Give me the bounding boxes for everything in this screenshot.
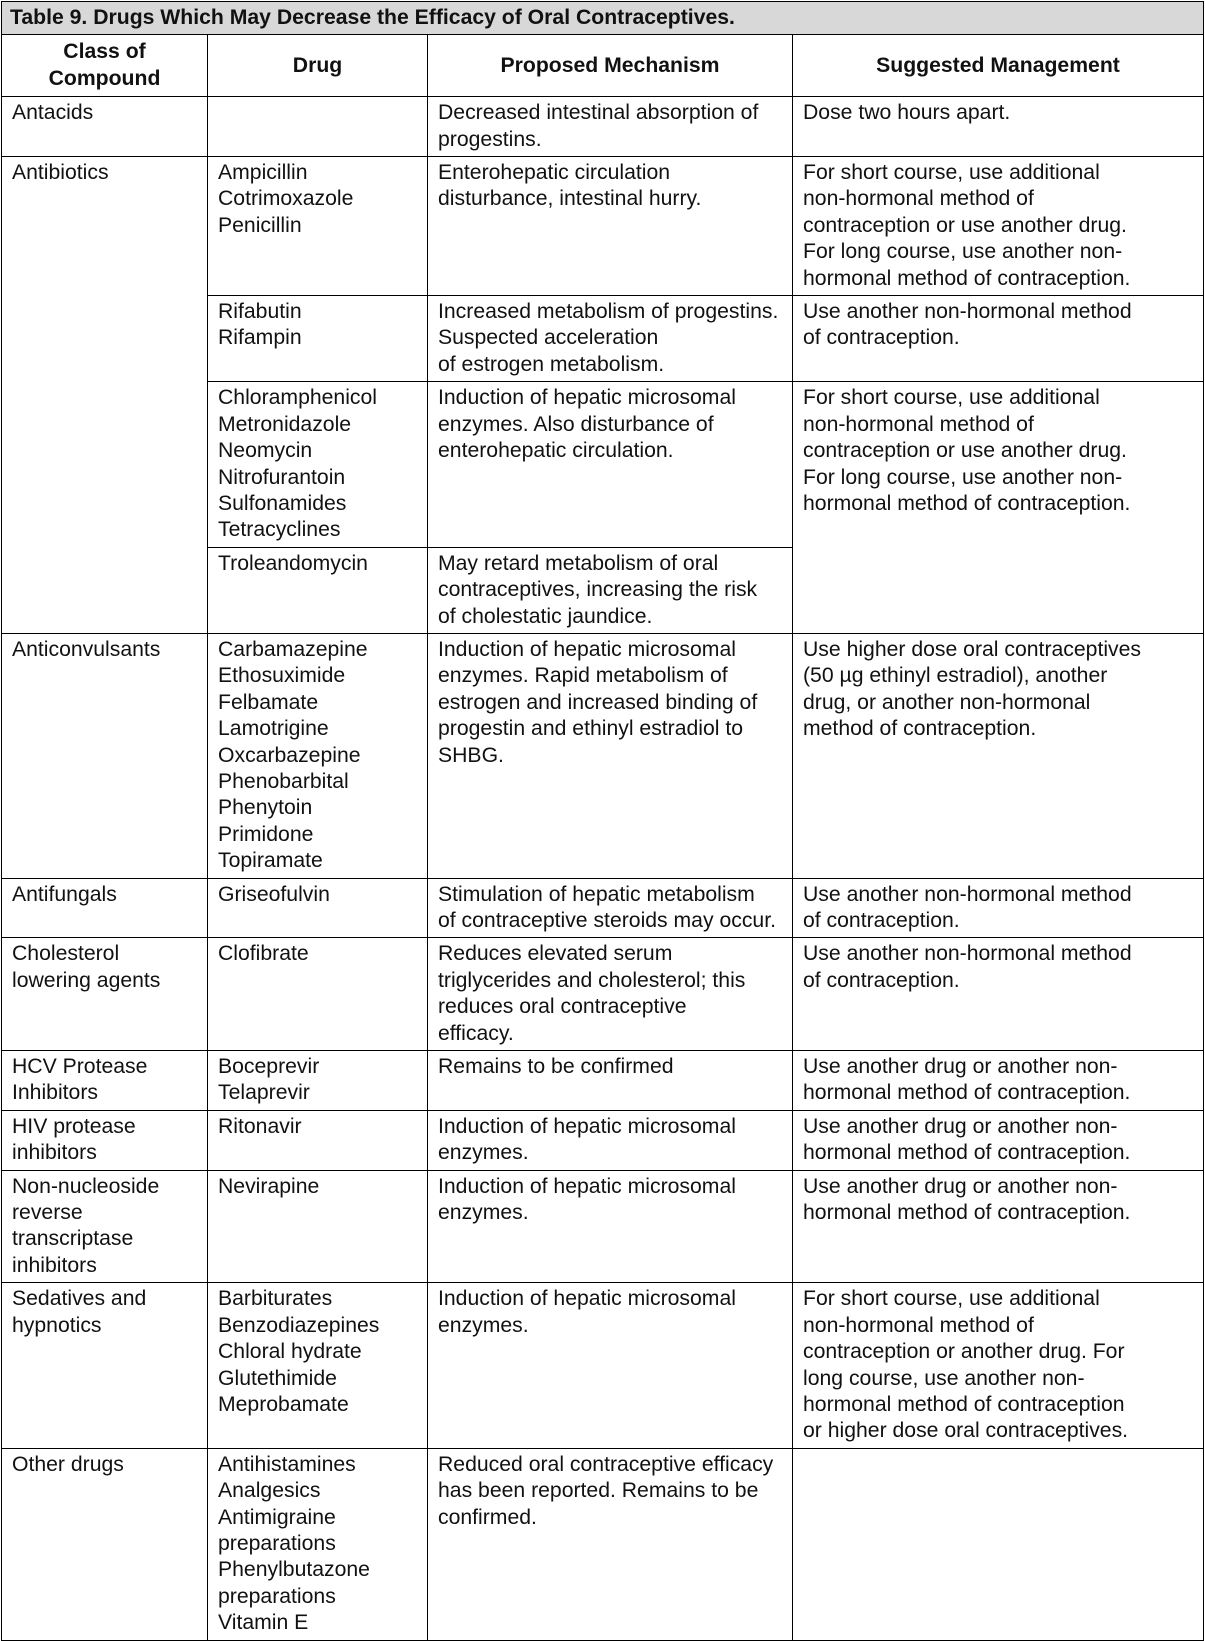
drug-interaction-table [1, 1, 1204, 1641]
drug-cell: Carbamazepine Ethosuximide Felbamate Lamotrigine Oxcarbazepine Phenobarbital Phenytoin Primidone Topiramate [208, 633, 428, 878]
drug-cell: Clofibrate [208, 938, 428, 1051]
class-cell: Other drugs [2, 1448, 208, 1640]
mechanism-cell: Stimulation of hepatic metabolism of contraceptive steroids may occur. [428, 878, 793, 938]
class-cell: Sedatives and hypnotics [2, 1283, 208, 1448]
mechanism-cell: Decreased intestinal absorption of progestins. [428, 97, 793, 157]
class-cell: HCV Protease Inhibitors [2, 1051, 208, 1111]
table-caption: Table 9. Drugs Which May Decrease the Efficacy of Oral Contraceptives. [2, 2, 1204, 35]
class-cell: Cholesterol lowering agents [2, 938, 208, 1051]
class-cell: Non-nucleoside reverse transcriptase inhibitors [2, 1170, 208, 1283]
mechanism-cell: Induction of hepatic microsomal enzymes. [428, 1170, 793, 1283]
mechanism-cell: Remains to be confirmed [428, 1051, 793, 1111]
management-cell: For short course, use additional non-hormonal method of contraception or use another drug. For long course, use another non- hormonal method of contraception. [793, 382, 1204, 634]
class-cell: HIV protease inhibitors [2, 1110, 208, 1170]
drug-cell: Antihistamines Analgesics Antimigraine preparations Phenylbutazone preparations Vitamin E [208, 1448, 428, 1640]
management-cell: Use another non-hormonal method of contraception. [793, 938, 1204, 1051]
drug-cell: Nevirapine [208, 1170, 428, 1283]
class-cell: Antibiotics [2, 157, 208, 634]
management-cell: Use higher dose oral contraceptives (50 µg ethinyl estradiol), another drug, or another non-hormonal method of contraception. [793, 633, 1204, 878]
table-row [2, 1283, 1204, 1448]
table-row [2, 1051, 1204, 1111]
management-cell: Use another drug or another non- hormonal method of contraception. [793, 1110, 1204, 1170]
table-row [2, 878, 1204, 938]
class-cell: Anticonvulsants [2, 633, 208, 878]
management-cell: For short course, use additional non-hormonal method of contraception or use another drug. For long course, use another non- hormonal method of contraception. [793, 157, 1204, 296]
header-row [2, 35, 1204, 97]
table-row [2, 1110, 1204, 1170]
management-cell: Use another drug or another non- hormonal method of contraception. [793, 1170, 1204, 1283]
drug-cell: Barbiturates Benzodiazepines Chloral hydrate Glutethimide Meprobamate [208, 1283, 428, 1448]
management-cell: Use another non-hormonal method of contraception. [793, 296, 1204, 382]
mechanism-cell: May retard metabolism of oral contraceptives, increasing the risk of cholestatic jaundice. [428, 547, 793, 633]
drug-cell: Chloramphenicol Metronidazole Neomycin Nitrofurantoin Sulfonamides Tetracyclines [208, 382, 428, 547]
mechanism-cell: Induction of hepatic microsomal enzymes. Rapid metabolism of estrogen and increased binding of progestin and ethinyl estradiol to SHBG. [428, 633, 793, 878]
mechanism-cell: Induction of hepatic microsomal enzymes. Also disturbance of enterohepatic circulation. [428, 382, 793, 547]
table-row [2, 97, 1204, 157]
table-row [2, 1170, 1204, 1283]
management-cell: Dose two hours apart. [793, 97, 1204, 157]
mechanism-cell: Induction of hepatic microsomal enzymes. [428, 1110, 793, 1170]
header-mechanism: Proposed Mechanism [428, 35, 793, 97]
mechanism-cell: Increased metabolism of progestins. Suspected acceleration of estrogen metabolism. [428, 296, 793, 382]
table-row [2, 938, 1204, 1051]
header-class: Class of Compound [2, 35, 208, 97]
drug-cell: Griseofulvin [208, 878, 428, 938]
header-drug: Drug [208, 35, 428, 97]
drug-cell: Troleandomycin [208, 547, 428, 633]
drug-cell [208, 97, 428, 157]
table-row [2, 157, 1204, 296]
mechanism-cell: Reduced oral contraceptive efficacy has been reported. Remains to be confirmed. [428, 1448, 793, 1640]
management-cell: For short course, use additional non-hormonal method of contraception or another drug. For long course, use another non- hormonal method of contraception or higher dose oral contraceptives. [793, 1283, 1204, 1448]
class-cell: Antifungals [2, 878, 208, 938]
mechanism-cell: Reduces elevated serum triglycerides and cholesterol; this reduces oral contraceptive efficacy. [428, 938, 793, 1051]
caption-row [2, 2, 1204, 35]
drug-cell: Ritonavir [208, 1110, 428, 1170]
management-cell: Use another drug or another non- hormonal method of contraception. [793, 1051, 1204, 1111]
table-row [2, 633, 1204, 878]
management-cell [793, 1448, 1204, 1640]
class-cell: Antacids [2, 97, 208, 157]
mechanism-cell: Enterohepatic circulation disturbance, intestinal hurry. [428, 157, 793, 296]
header-management: Suggested Management [793, 35, 1204, 97]
table-row [2, 1448, 1204, 1640]
drug-cell: Boceprevir Telaprevir [208, 1051, 428, 1111]
management-cell: Use another non-hormonal method of contraception. [793, 878, 1204, 938]
drug-cell: Ampicillin Cotrimoxazole Penicillin [208, 157, 428, 296]
drug-cell: Rifabutin Rifampin [208, 296, 428, 382]
mechanism-cell: Induction of hepatic microsomal enzymes. [428, 1283, 793, 1448]
